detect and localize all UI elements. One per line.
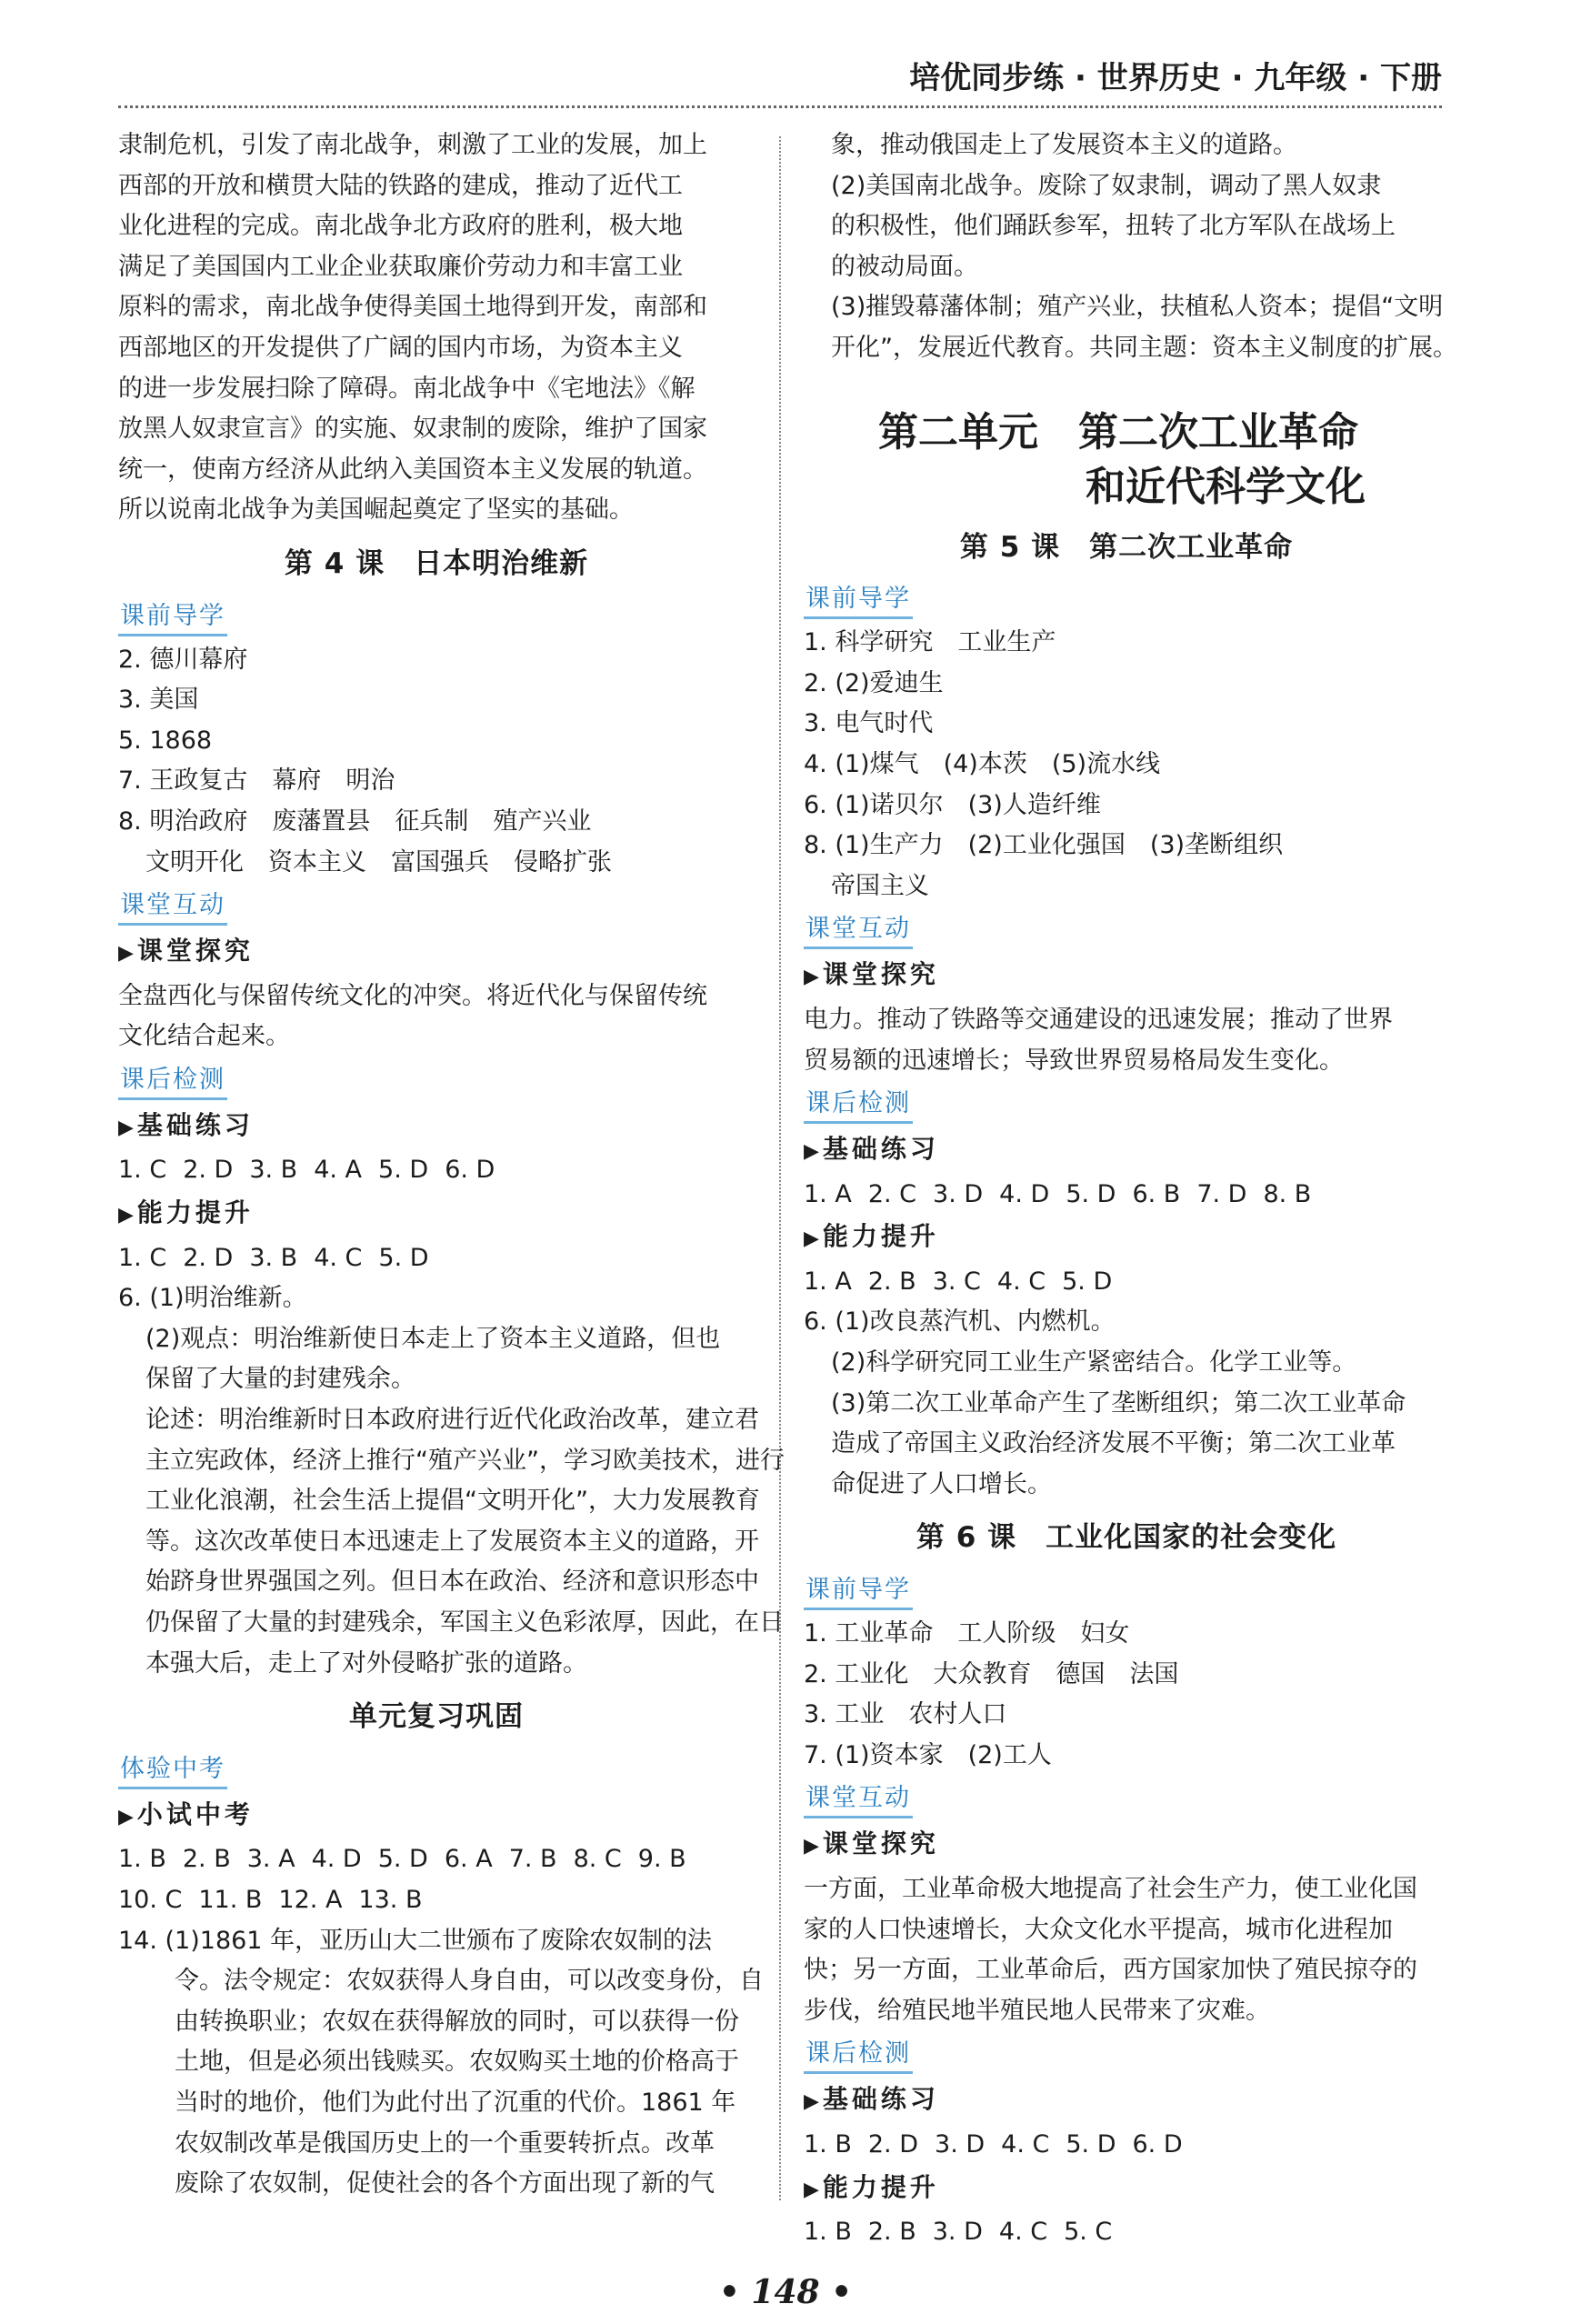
answer-line: 保留了大量的封建残余。 (145, 1365, 415, 1394)
triangle-icon: ▶ (118, 1116, 134, 1139)
unit-title (804, 406, 1449, 515)
answer-line: 5. 1868 (118, 726, 213, 755)
answer-line: (2)科学研究同工业生产紧密结合。化学工业等。 (831, 1348, 1357, 1377)
text-line: (3)第二次工业革命产生了垄断组织；第二次工业革命 (831, 1388, 1406, 1417)
text-line: 象，推动俄国走上了发展资本主义的道路。 (831, 131, 1297, 159)
lesson3-continuation (118, 125, 755, 531)
section-tag-pre: 课前导学 (804, 582, 913, 619)
running-header: 培优同步练 · 世界历史 · 九年级 · 下册 (909, 60, 1442, 96)
text-line: 开化”，发展近代教育。共同主题：资本主义制度的扩展。 (831, 333, 1457, 362)
review-title: 单元复习巩固 (349, 1700, 524, 1734)
text-line: 快；另一方面，工业革命后，西方国家加快了殖民掠夺的 (804, 1956, 1417, 1985)
answer-line: 1. 工业革命 工人阶级 妇女 (804, 1619, 1130, 1648)
text-line: 贸易额的迅速增长；导致世界贸易格局发生变化。 (804, 1046, 1344, 1075)
section-tag-after: 课后检测 (118, 1063, 227, 1100)
answer-row: 1. A 2. C 3. D 4. D 5. D 6. B 7. D 8. B (804, 1179, 1312, 1208)
triangle-icon: ▶ (118, 1204, 134, 1227)
dot-icon: • (718, 2273, 752, 2311)
text-line: 隶制危机，引发了南北战争，刺激了工业的发展，加上 (118, 131, 707, 159)
text-line: 业化进程的完成。南北战争北方政府的胜利，极大地 (118, 212, 683, 241)
text-line: 本强大后，走上了对外侵略扩张的道路。 (145, 1648, 587, 1678)
text-line: 的积极性，他们踊跃参军，扭转了北方军队在战场上 (831, 212, 1396, 241)
text-line: 工业化浪潮，社会生活上提倡“文明开化”，大力发展教育 (145, 1487, 760, 1516)
answer-line: 14. (1)1861 年，亚历山大二世颁布了废除农奴制的法 (118, 1926, 713, 1955)
text-line: 文化结合起来。 (118, 1022, 290, 1051)
text-line: 电力。推动了铁路等交通建设的迅速发展；推动了世界 (804, 1005, 1393, 1034)
answer-row: 1. C 2. D 3. B 4. A 5. D 6. D (118, 1156, 495, 1185)
answer-row: 10. C 11. B 12. A 13. B (118, 1885, 423, 1914)
text-line: 一方面，工业革命极大地提高了社会生产力，使工业化国 (804, 1875, 1417, 1903)
answer-line: 6. (1)改良蒸汽机、内燃机。 (804, 1307, 1116, 1337)
answer-row: 1. B 2. D 3. D 4. C 5. D 6. D (804, 2129, 1183, 2159)
answer-line: 7. 王政复古 幕府 明治 (118, 766, 395, 796)
text-line: 满足了美国国内工业企业获取廉价劳动力和丰富工业 (118, 252, 683, 281)
answer-row: 1. C 2. D 3. B 4. C 5. D (118, 1243, 429, 1272)
unit-title-line: 和近代科学文化 (1086, 463, 1366, 510)
text-line: 论述：明治维新时日本政府进行近代化政治改革，建立君 (145, 1406, 759, 1435)
text-line: 步伐，给殖民地半殖民地人民带来了灾难。 (804, 1996, 1270, 2025)
sub-heading: ▶ 能力提升 (118, 1197, 254, 1228)
text-line: 农奴制改革是俄国历史上的一个重要转折点。改革 (175, 2129, 715, 2158)
unit-title-line: 第二单元 第二次工业革命 (878, 408, 1358, 456)
text-line: 所以说南北战争为美国崛起奠定了坚实的基础。 (118, 496, 634, 525)
answer-line: 7. (1)资本家 (2)工人 (804, 1740, 1052, 1769)
sub-heading: ▶ 课堂探究 (804, 959, 939, 990)
triangle-icon: ▶ (118, 942, 134, 966)
triangle-icon: ▶ (118, 1805, 134, 1828)
text-line: 当时的地价，他们为此付出了沉重的代价。1861 年 (175, 2088, 736, 2117)
answer-line: 2. 工业化 大众教育 德国 法国 (804, 1659, 1179, 1688)
answer-line: 2. (2)爱迪生 (804, 668, 944, 697)
section-tag-pre: 课前导学 (804, 1573, 913, 1610)
triangle-icon: ▶ (804, 2178, 819, 2201)
triangle-icon: ▶ (804, 2090, 819, 2114)
sub-heading: ▶ 基础练习 (118, 1109, 254, 1140)
page-number: • 148 • (718, 2273, 853, 2311)
text-line: 的被动局面。 (831, 252, 978, 281)
text-line: 造成了帝国主义政治经济发展不平衡；第二次工业革 (831, 1429, 1396, 1458)
answer-line: 8. 明治政府 废藩置县 征兵制 殖产兴业 (118, 806, 592, 836)
answer-row: 1. A 2. B 3. C 4. C 5. D (804, 1267, 1113, 1296)
lesson6-title: 第 6 课 工业化国家的社会变化 (916, 1521, 1337, 1555)
answer-line: (2)观点：明治维新使日本走上了资本主义道路，但也 (145, 1324, 721, 1353)
text-line: 土地，但是必须出钱赎买。农奴购买土地的价格高于 (175, 2048, 739, 2077)
answer-line: 4. (1)煤气 (4)本茨 (5)流水线 (804, 749, 1161, 778)
text-line: 命促进了人口增长。 (831, 1469, 1052, 1498)
answer-line: 3. 工业 农村人口 (804, 1700, 1007, 1729)
sub-heading: ▶ 课堂探究 (118, 936, 254, 967)
header-rule (118, 105, 1442, 108)
triangle-icon: ▶ (804, 1227, 819, 1251)
sub-heading: ▶ 基础练习 (804, 2084, 939, 2115)
section-tag-class: 课堂互动 (804, 912, 913, 949)
section-tag-exam: 体验中考 (118, 1752, 227, 1789)
sub-heading: ▶ 小试中考 (118, 1798, 254, 1829)
section-tag-after: 课后检测 (804, 2037, 913, 2074)
lesson5-title: 第 5 课 第二次工业革命 (959, 530, 1294, 564)
answer-row: 1. B 2. B 3. A 4. D 5. D 6. A 7. B 8. C 9. B (118, 1845, 686, 1874)
text-line: 统一，使南方经济从此纳入美国资本主义发展的轨道。 (118, 455, 707, 484)
answer-line: 帝国主义 (831, 871, 929, 900)
triangle-icon: ▶ (804, 1835, 819, 1858)
text-line: (2)美国南北战争。废除了奴隶制，调动了黑人奴隶 (831, 171, 1382, 200)
dot-icon: • (819, 2273, 853, 2311)
text-line: 家的人口快速增长，大众文化水平提高，城市化进程加 (804, 1915, 1393, 1944)
text-line: 主立宪政体，经济上推行“殖产兴业”，学习欧美技术，进行 (145, 1446, 785, 1475)
sub-heading: ▶ 能力提升 (804, 1221, 939, 1252)
text-line: 由转换职业；农奴在获得解放的同时，可以获得一份 (175, 2007, 739, 2036)
answer-row: 1. B 2. B 3. D 4. C 5. C (804, 2218, 1113, 2247)
text-line: 始跻身世界强国之列。但日本在政治、经济和意识形态中 (145, 1568, 759, 1597)
text-line: 废除了农奴制，促使社会的各个方面出现了新的气 (175, 2169, 715, 2199)
answer-line: 8. (1)生产力 (2)工业化强国 (3)垄断组织 (804, 831, 1284, 860)
answer-line: 3. 电气时代 (804, 709, 934, 738)
answer-line: 1. 科学研究 工业生产 (804, 628, 1056, 657)
lesson4-title: 第 4 课 日本明治维新 (284, 546, 589, 580)
right-column (804, 125, 1457, 2253)
text-line: 的进一步发展扫除了障碍。南北战争中《宅地法》《解 (118, 374, 695, 403)
left-column (118, 125, 785, 2205)
answer-line: 3. 美国 (118, 686, 199, 715)
text-line: 令。法令规定：农奴获得人身自由，可以改变身份，自 (175, 1967, 764, 1996)
text-line: 原料的需求，南北战争使得美国土地得到开发，南部和 (118, 293, 707, 322)
answer-line: 文明开化 资本主义 富国强兵 侵略扩张 (145, 847, 612, 877)
triangle-icon: ▶ (804, 1140, 819, 1164)
text-line: 放黑人奴隶宣言》的实施、奴隶制的废除，维护了国家 (118, 415, 707, 444)
text-line: 等。这次改革使日本迅速走上了发展资本主义的道路，开 (145, 1527, 759, 1556)
sub-heading: ▶ 基础练习 (804, 1134, 939, 1165)
sub-heading: ▶ 能力提升 (804, 2171, 939, 2202)
sub-heading: ▶ 课堂探究 (804, 1828, 939, 1859)
section-tag-after: 课后检测 (804, 1087, 913, 1124)
text-line: 仍保留了大量的封建残余，军国主义色彩浓厚，因此，在日 (145, 1608, 784, 1637)
column-divider (779, 136, 781, 2200)
section-tag-class: 课堂互动 (118, 888, 227, 926)
text-line: 西部的开放和横贯大陆的铁路的建成，推动了近代工 (118, 171, 683, 200)
answer-line: 6. (1)明治维新。 (118, 1284, 307, 1313)
text-line: 西部地区的开发提供了广阔的国内市场，为资本主义 (118, 333, 683, 362)
section-tag-class: 课堂互动 (804, 1781, 913, 1818)
answer-line: 2. 德川幕府 (118, 645, 248, 674)
text-line: 全盘西化与保留传统文化的冲突。将近代化与保留传统 (118, 981, 707, 1010)
answer-line: 6. (1)诺贝尔 (3)人造纤维 (804, 790, 1101, 819)
section-tag-pre: 课前导学 (118, 599, 227, 636)
triangle-icon: ▶ (804, 966, 819, 989)
text-line: (3)摧毁幕藩体制；殖产兴业，扶植私人资本；提倡“文明 (831, 293, 1444, 322)
